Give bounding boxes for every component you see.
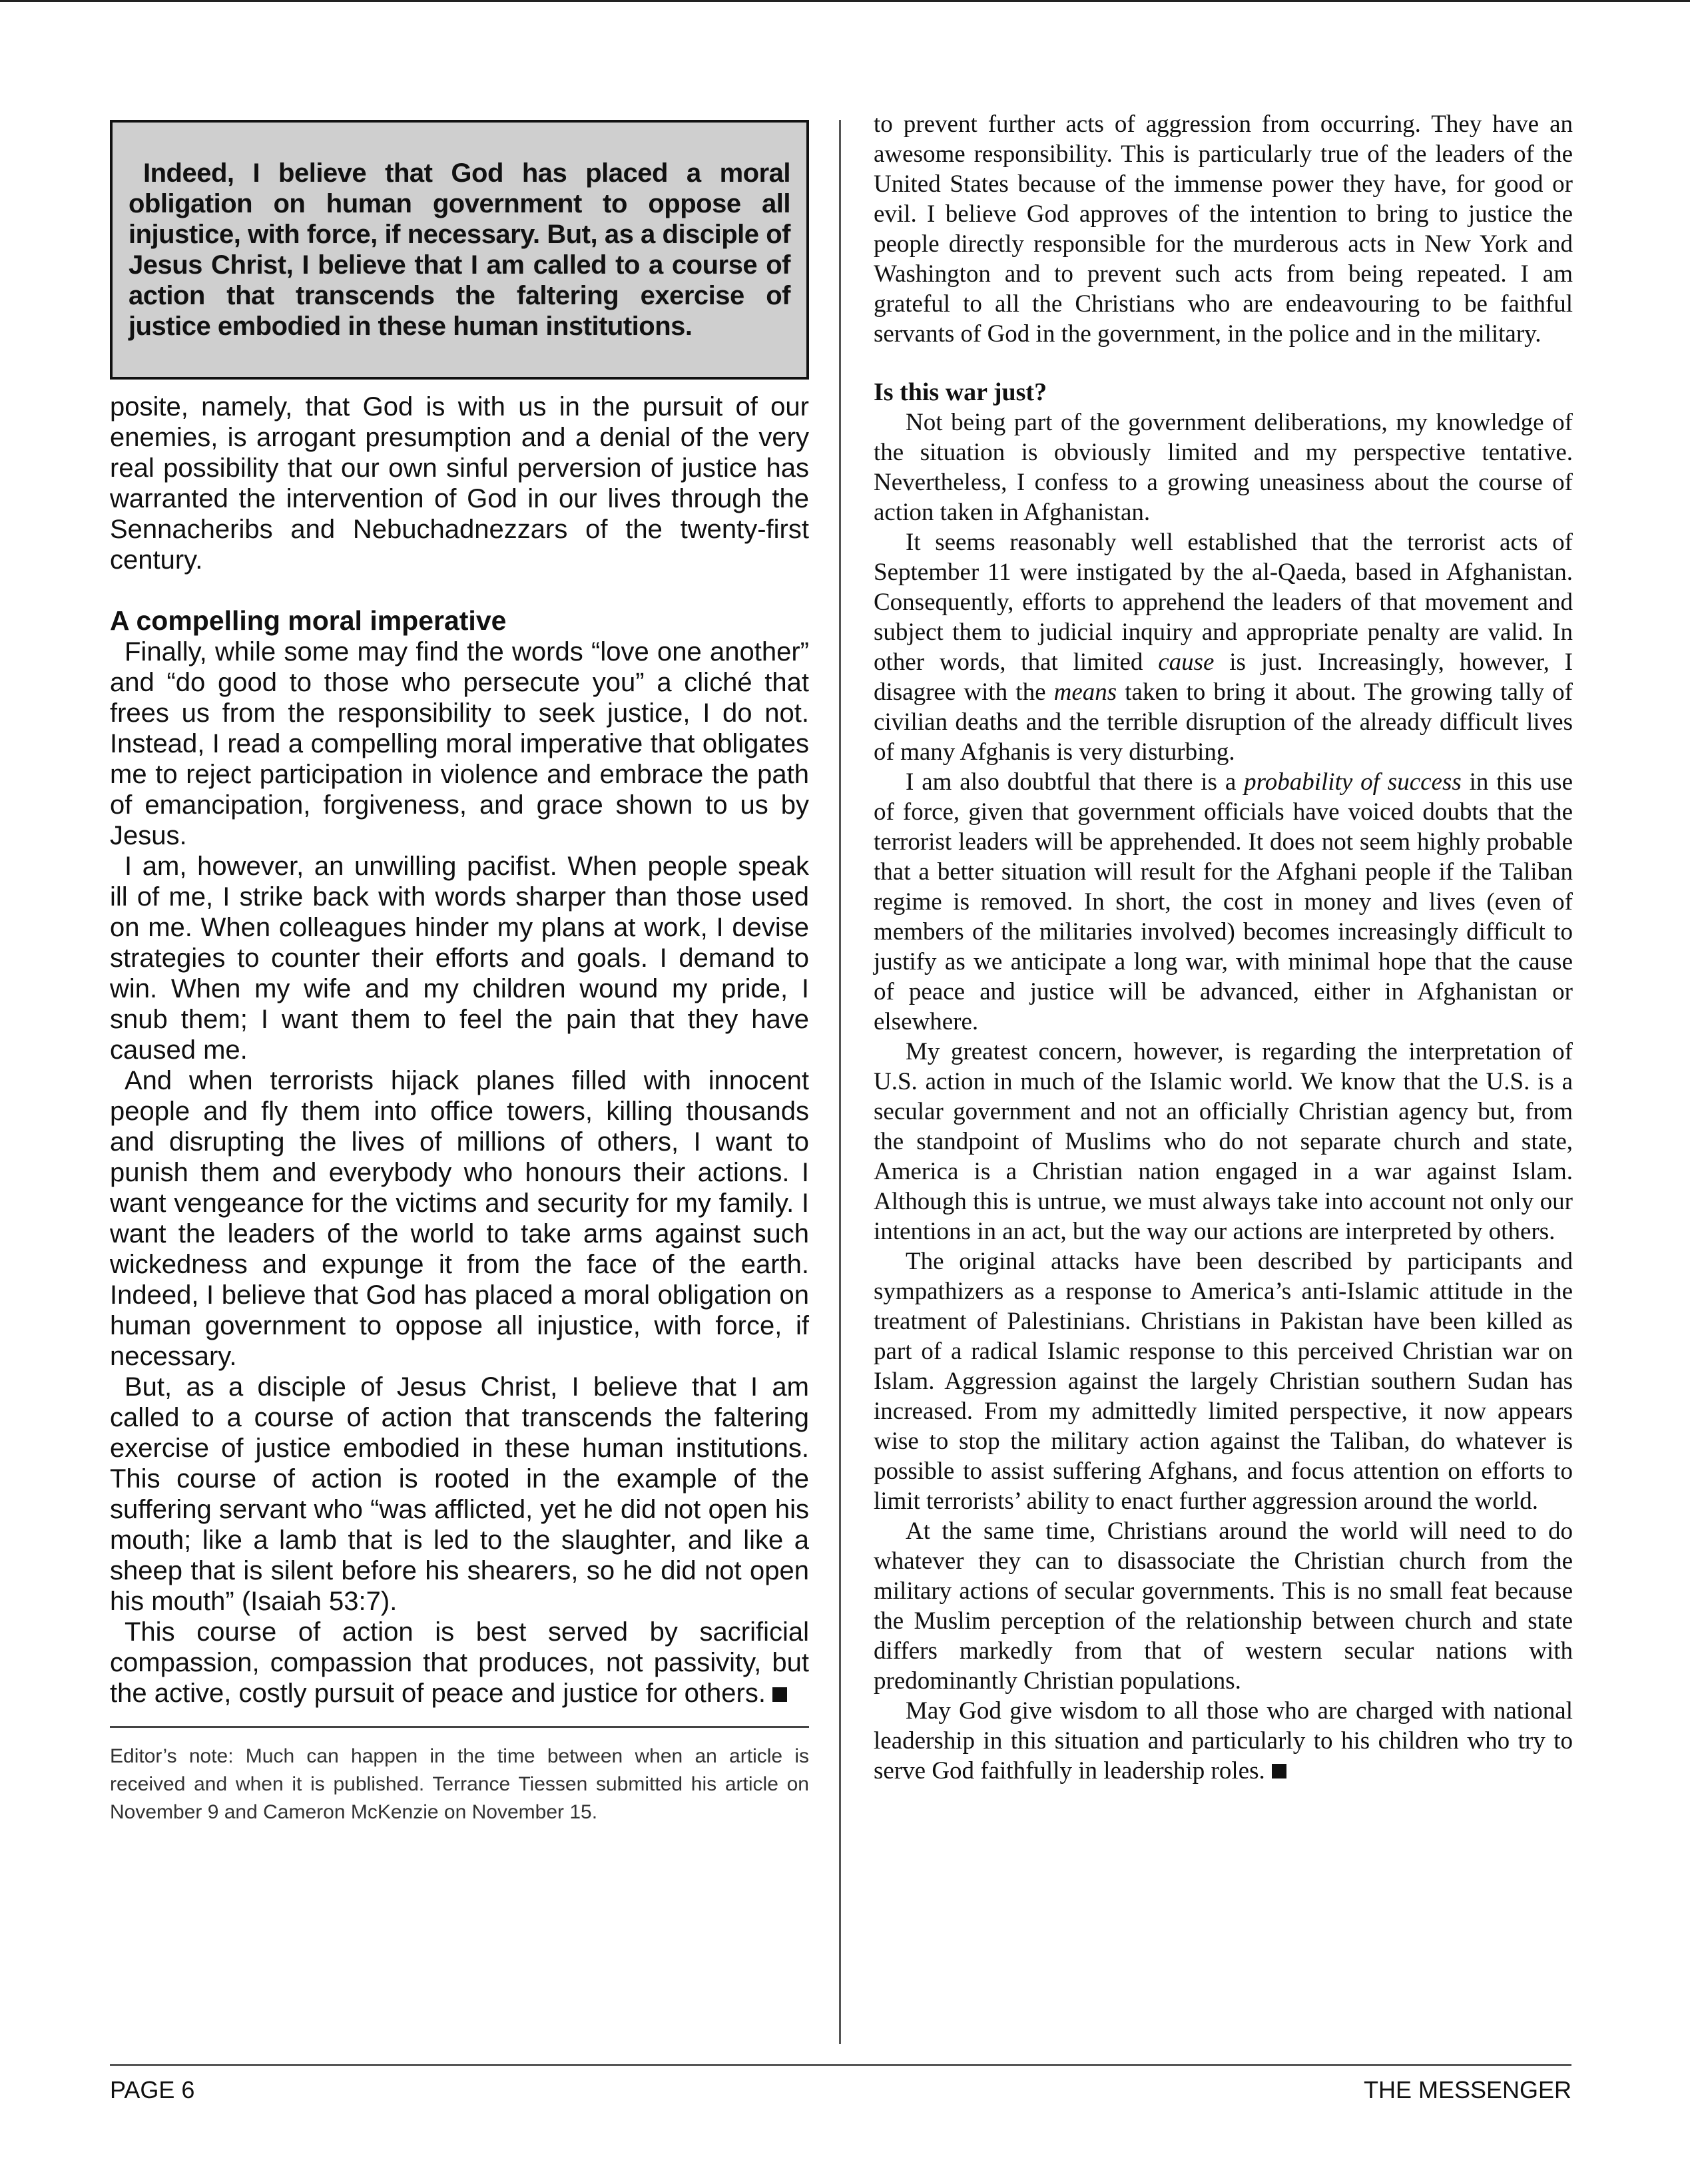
right-column bbox=[874, 109, 1573, 1786]
left-column bbox=[110, 120, 809, 1826]
editor-note-text: Editor’s note: Much can happen in the time between when an article is received and when it is published. Terrance Tiessen submitted his article on November 9 and Cameron McKenzie on November 15. bbox=[110, 1745, 809, 1823]
right-paragraph-1: Not being part of the government deliberations, my knowledge of the situation is obviously limited and my perspective tentative. Nevertheless, I confess to a growing uneasiness about the course of action taken in Afghanistan. bbox=[874, 409, 1573, 526]
right-paragraph-2 bbox=[874, 527, 1573, 767]
left-paragraph-3: And when terrorists hijack planes filled with innocent people and fly them into office towers, killing thousands and disrupting the lives of millions of others, I want to punish them and everybody who honours their actions. I want vengeance for the victims and security for my family. I want the leaders of the world to take arms against such wickedness and expunge it from the face of the earth. Indeed, I believe that God has placed a moral obligation on human government to oppose all injustice, with force, if necessary. bbox=[110, 1066, 809, 1371]
section-heading-moral-imperative: A compelling moral imperative bbox=[110, 605, 507, 636]
column-divider bbox=[839, 120, 841, 2044]
emphasis-cause: cause bbox=[1158, 649, 1215, 676]
emphasis-probability-of-success: probability of success bbox=[1244, 768, 1462, 796]
footer-rule bbox=[110, 2064, 1571, 2066]
right-paragraph-2-part-c: taken to bring it about. The growing tally of civilian deaths and the terrible disruption of the already difficult lives of many Afghanis is very disturbing. bbox=[874, 679, 1573, 766]
left-paragraph-5-text: This course of action is best served by sacrificial compassion, compassion that produces, not passivity, but the active, costly pursuit of peace and justice for others. bbox=[110, 1617, 809, 1708]
right-paragraph-2-part-a: It seems reasonably well established that the terrorist acts of September 11 were instigated by the al-Qaeda, based in Afghanistan. Consequently, efforts to apprehend the leaders of that movement and subject them to judicial inquiry and appropriate penalty are valid. In other words, that limited bbox=[874, 529, 1573, 676]
end-mark-icon bbox=[772, 1687, 787, 1702]
pull-quote-text: Indeed, I believe that God has placed a moral obligation on human government to oppose all injustice, with force, if necessary. But, as a disciple of Jesus Christ, I believe that I am called to a course of action that transcends the faltering exercise of justice embodied in these human institutions. bbox=[129, 158, 790, 341]
pull-quote-box bbox=[110, 120, 809, 380]
right-paragraph-2-part-b: is just. Increasingly, however, I disagree with the bbox=[874, 649, 1573, 706]
left-paragraph-continued: posite, namely, that God is with us in the pursuit of our enemies, is arrogant presumption and a denial of the very real possibility that our own sinful perversion of justice has warranted the intervention of God in our lives through the Sennacheribs and Nebuchadnezzars of the twenty-first century. bbox=[110, 392, 809, 575]
end-mark-icon bbox=[1272, 1764, 1286, 1778]
emphasis-means: means bbox=[1053, 679, 1117, 706]
top-rule bbox=[0, 0, 1690, 2]
right-paragraph-3-part-a: I am also doubtful that there is a bbox=[906, 768, 1245, 796]
left-paragraph-4: But, as a disciple of Jesus Christ, I believe that I am called to a course of action that transcends the faltering exercise of justice embodied in these human institutions. This course of action is rooted in the example of the suffering servant who “was afflicted, yet he did not open his mouth; like a lamb that is led to the slaughter, and like a sheep that is silent before his shearers, so he did not open his mouth” (Isaiah 53:7). bbox=[110, 1372, 809, 1616]
left-paragraph-2: I am, however, an unwilling pacifist. When people speak ill of me, I strike back with words sharper than those used on me. When colleagues hinder my plans at work, I devise strategies to counter their efforts and goals. I demand to win. When my wife and my children wound my pride, I snub them; I want them to feel the pain that they have caused me. bbox=[110, 852, 809, 1065]
right-paragraph-3-part-b: in this use of force, given that government officials have voiced doubts that the terrorist leaders will be apprehended. It does not seem highly probable that a better situation will result for the Afghani people if the Taliban regime is removed. In short, the cost in money and lives (even of members of the militaries involved) becomes increasingly difficult to justify as we anticipate a long war, with minimal hope that the cause of peace and justice will be advanced, either in Afghanistan or elsewhere. bbox=[874, 768, 1573, 1035]
right-paragraph-4: My greatest concern, however, is regarding the interpretation of U.S. action in much of the Islamic world. We know that the U.S. is a secular government and not an officially Christian agency but, from the standpoint of Muslims who do not separate church and state, America is a Christian nation engaged in a war against Islam. Although this is untrue, we must always take into account not only our intentions in an act, but the way our actions are interpreted by others. bbox=[874, 1038, 1573, 1245]
publication-name: THE MESSENGER bbox=[1363, 2076, 1571, 2103]
section-heading-war-just: Is this war just? bbox=[874, 378, 1047, 406]
right-paragraph-3 bbox=[874, 767, 1573, 1037]
right-paragraph-7-text: May God give wisdom to all those who are charged with national leadership in this situation and particularly to his children who try to serve God faithfully in leadership roles. bbox=[874, 1697, 1573, 1784]
page-number: PAGE 6 bbox=[110, 2076, 195, 2103]
editor-note bbox=[110, 1726, 809, 1826]
right-paragraph-7 bbox=[874, 1696, 1573, 1786]
right-paragraph-continued: to prevent further acts of aggression from occurring. They have an awesome responsibility. This is particularly true of the leaders of the United States because of the immense power they have, for good or evil. I believe God approves of the intention to bring to justice the people directly responsible for the murderous acts in New York and Washington and to prevent such acts from being repeated. I am grateful to all the Christians who are endeavouring to be faithful servants of God in the government, in the police and in the military. bbox=[874, 111, 1573, 348]
right-paragraph-6: At the same time, Christians around the world will need to do whatever they can to disassociate the Christian church from the military actions of secular governments. This is no small feat because the Muslim perception of the relationship between church and state differs markedly from that of western secular nations with predominantly Christian populations. bbox=[874, 1517, 1573, 1695]
right-paragraph-5: The original attacks have been described by participants and sympathizers as a response to America’s anti-Islamic attitude in the treatment of Palestinians. Christians in Pakistan have been killed as part of a radical Islamic response to this perceived Christian war on Islam. Aggression against the largely Christian southern Sudan has increased. From my admittedly limited perspective, it now appears wise to stop the military action against the Taliban, do whatever is possible to assist suffering Afghans, and focus attention on efforts to limit terrorists’ ability to enact further aggression around the world. bbox=[874, 1248, 1573, 1515]
left-paragraph-5 bbox=[110, 1617, 809, 1709]
left-paragraph-1: Finally, while some may find the words “love one another” and “do good to those who persecute you” a cliché that frees us from the responsibility to seek justice, I do not. Instead, I read a compelling moral imperative that obligates me to reject participation in violence and embrace the path of emancipation, forgiveness, and grace shown to us by Jesus. bbox=[110, 637, 809, 850]
